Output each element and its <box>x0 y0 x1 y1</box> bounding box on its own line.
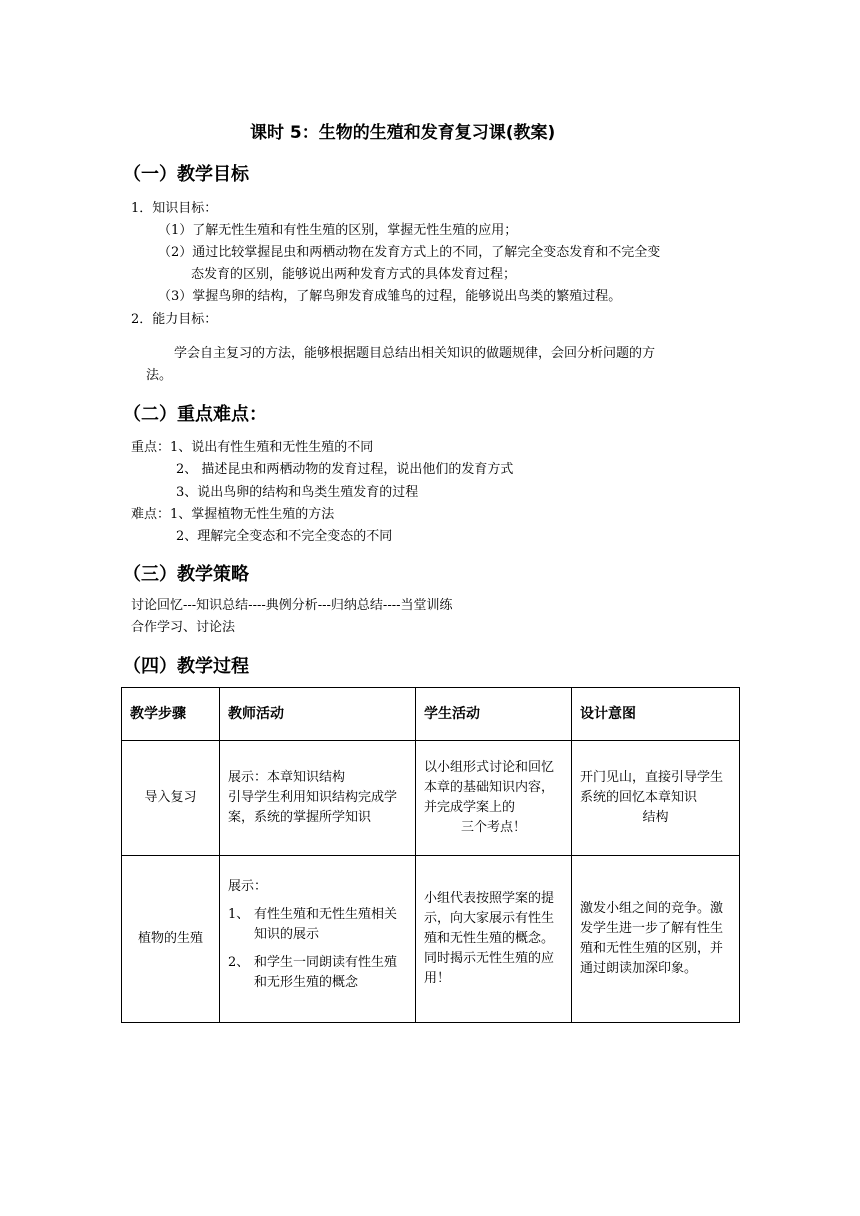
row1-teacher-activity <box>220 741 416 856</box>
row2-teacher-item-2-num: 2、 <box>228 955 250 970</box>
row2-teacher-item-1-num: 1、 <box>228 907 250 922</box>
row2-teacher-item-1-text: 有性生殖和无性生殖相关知识的展示 <box>254 907 398 942</box>
section-heading-process: （四）教学过程 <box>123 656 249 677</box>
ability-objective-line1: 学会自主复习的方法，能够根据题目总结出相关知识的做题规律，会回分析问题的方 <box>174 346 656 361</box>
knowledge-objective-3: （3）掌握鸟卵的结构，了解鸟卵发育成雏鸟的过程，能够说出鸟类的繁殖过程。 <box>158 289 622 304</box>
difficulty-2: 2、理解完全变态和不完全变态的不同 <box>176 529 393 544</box>
strategy-line-1: 讨论回忆---知识总结----典例分析---归纳总结----当堂训练 <box>131 598 453 613</box>
strategy-line-2: 合作学习、讨论法 <box>131 620 236 635</box>
ability-objective-line2: 法。 <box>146 368 173 383</box>
knowledge-objective-2-line1: （2）通过比较掌握昆虫和两栖动物在发育方式上的不同，了解完全变态发育和不完全变 <box>158 245 661 260</box>
keypoint-2: 2、 描述昆虫和两栖动物的发育过程，说出他们的发育方式 <box>176 462 514 477</box>
knowledge-objective-1: （1）了解无性生殖和有性生殖的区别，掌握无性生殖的应用； <box>158 223 518 238</box>
header-teaching-step: 教学步骤 <box>122 688 220 741</box>
row2-step: 植物的生殖 <box>122 856 220 1023</box>
row1-design-intent <box>572 741 740 856</box>
teaching-process-table <box>121 687 740 1023</box>
row2-teacher-line1: 展示： <box>228 879 268 894</box>
row1-intent-text: 开门见山，直接引导学生系统的回忆本章知识 <box>580 770 724 805</box>
row2-teacher-activity <box>220 856 416 1023</box>
row1-teacher-line2: 引导学生利用知识结构完成学案，系统的掌握所学知识 <box>228 790 398 825</box>
table-row <box>122 856 740 1023</box>
row1-teacher-line1: 展示：本章知识结构 <box>228 770 346 785</box>
row2-teacher-item-2-text: 和学生一同朗读有性生殖和无形生殖的概念 <box>254 955 398 990</box>
header-design-intent: 设计意图 <box>572 688 740 741</box>
difficulty-1: 难点：1、掌握植物无性生殖的方法 <box>131 507 335 522</box>
row2-teacher-item-2 <box>228 953 407 993</box>
row1-student-activity <box>416 741 572 856</box>
header-teacher-activity: 教师活动 <box>220 688 416 741</box>
table-row <box>122 741 740 856</box>
row2-student-activity: 小组代表按照学案的提示，向大家展示有性生殖和无性生殖的概念。同时揭示无性生殖的应用！ <box>416 856 572 1023</box>
ability-objectives-label: 2．能力目标： <box>131 312 218 327</box>
document-title: 课时 5：生物的生殖和发育复习课(教案) <box>250 123 556 143</box>
row1-step: 导入复习 <box>122 741 220 856</box>
knowledge-objective-2-line2: 态发育的区别，能够说出两种发育方式的具体发育过程； <box>191 267 517 282</box>
section-heading-strategy: （三）教学策略 <box>123 564 249 585</box>
header-student-activity: 学生活动 <box>416 688 572 741</box>
row1-student-text: 以小组形式讨论和回忆本章的基础知识内容，并完成学案上的 <box>424 760 555 815</box>
row1-student-text-end: 三个考点！ <box>460 820 526 835</box>
table-header-row <box>122 688 740 741</box>
row2-design-intent: 激发小组之间的竞争。激发学生进一步了解有性生殖和无性生殖的区别，并通过朗读加深印象。 <box>572 856 740 1023</box>
section-heading-objectives: （一）教学目标 <box>123 164 249 185</box>
row1-intent-text-end: 结构 <box>642 810 669 825</box>
keypoint-3: 3、说出鸟卵的结构和鸟类生殖发育的过程 <box>176 485 419 500</box>
section-heading-keypoints: （二）重点难点： <box>123 404 267 425</box>
keypoint-1: 重点：1、说出有性生殖和无性生殖的不同 <box>131 440 374 455</box>
row2-teacher-item-1 <box>228 905 407 945</box>
knowledge-objectives-label: 1．知识目标： <box>131 201 218 216</box>
